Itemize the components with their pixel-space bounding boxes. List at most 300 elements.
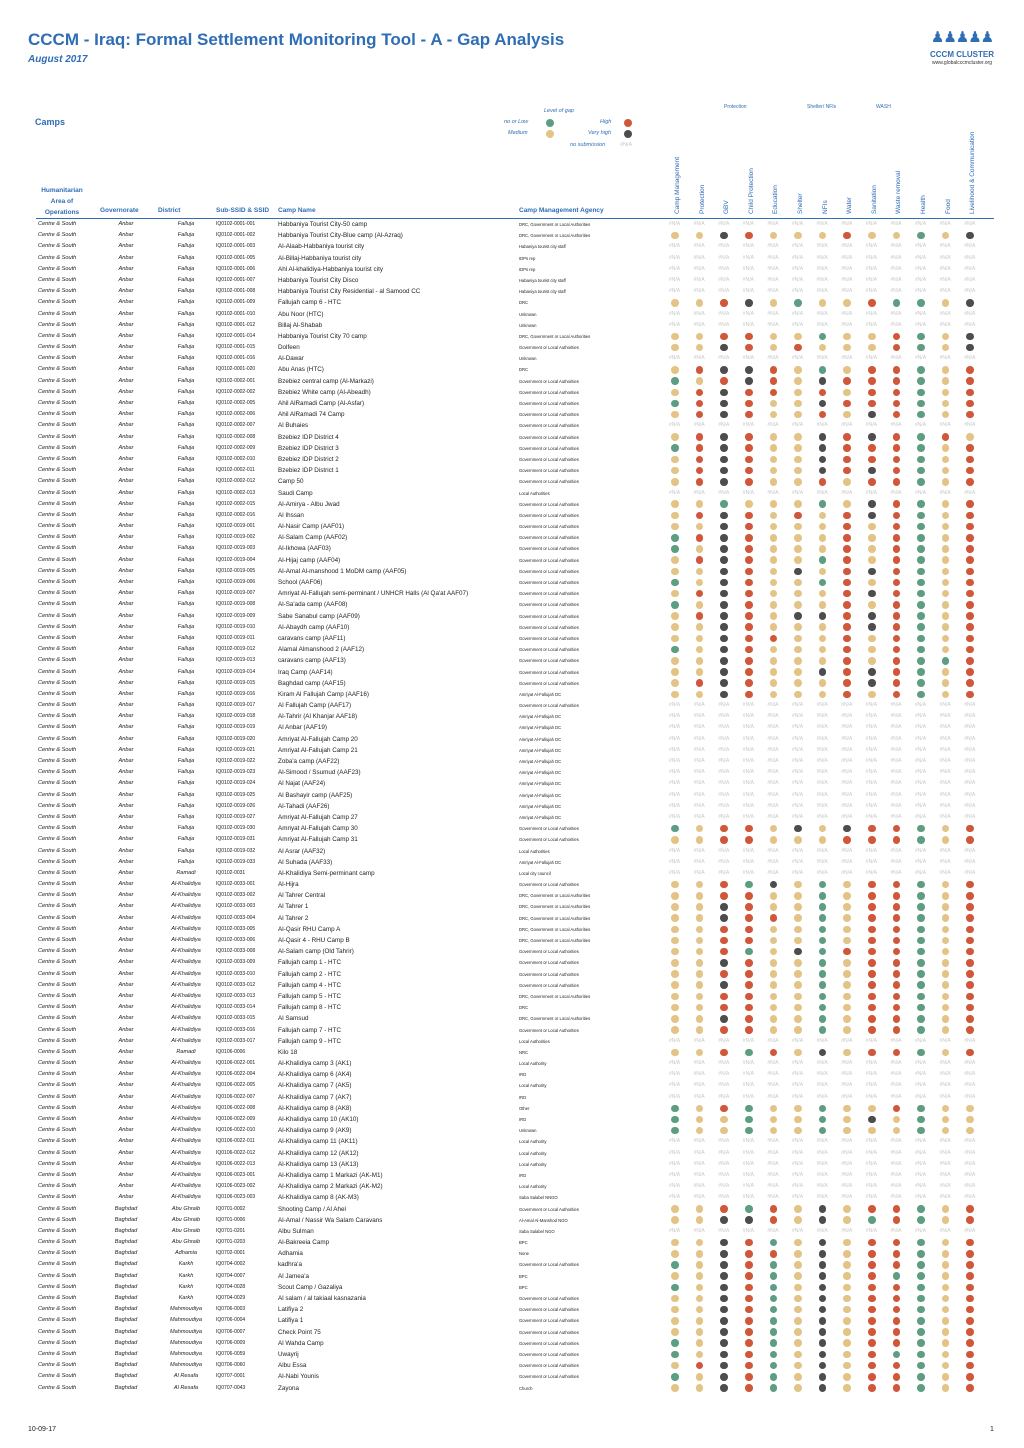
gap-level-dot bbox=[720, 914, 728, 922]
gap-level-dot bbox=[745, 1049, 753, 1057]
gap-level-dot bbox=[770, 1015, 778, 1023]
no-submission-cell: #N/A bbox=[915, 1071, 927, 1078]
ssid-cell: IQ0102-0002-006 bbox=[216, 411, 256, 418]
no-submission-cell: #N/A bbox=[693, 1138, 705, 1145]
agency-cell: IDPs rep bbox=[519, 255, 536, 261]
no-submission-cell: #N/A bbox=[841, 1194, 853, 1201]
gap-level-dot bbox=[819, 836, 827, 844]
gap-level-dot bbox=[794, 568, 802, 576]
district-cell: Al-Khalidiya bbox=[171, 1171, 201, 1178]
gap-level-dot bbox=[868, 959, 876, 967]
gap-level-dot bbox=[794, 1205, 802, 1213]
gap-level-dot bbox=[720, 1339, 728, 1347]
area-cell: Centre & South bbox=[38, 970, 77, 977]
no-submission-cell: #N/A bbox=[964, 243, 976, 250]
district-cell: Falluja bbox=[177, 467, 195, 474]
gap-level-dot bbox=[942, 1373, 950, 1381]
gap-level-dot bbox=[942, 400, 950, 408]
no-submission-cell: #N/A bbox=[718, 713, 730, 720]
gap-level-dot bbox=[794, 1284, 802, 1292]
no-submission-cell: #N/A bbox=[890, 713, 902, 720]
gap-level-dot bbox=[966, 344, 974, 352]
no-submission-cell: #N/A bbox=[890, 802, 902, 809]
gap-level-dot bbox=[770, 959, 778, 967]
no-submission-cell: #N/A bbox=[915, 713, 927, 720]
camp-name-cell: kadhra'a bbox=[278, 1261, 302, 1269]
agency-cell: BPC bbox=[519, 1273, 528, 1279]
gap-level-dot bbox=[868, 512, 876, 520]
gap-level-dot bbox=[942, 377, 950, 385]
gap-level-dot bbox=[770, 1272, 778, 1280]
gap-level-dot bbox=[671, 411, 679, 419]
gap-level-dot bbox=[966, 1015, 974, 1023]
gap-level-dot bbox=[966, 1295, 974, 1303]
gap-level-dot bbox=[868, 1127, 876, 1135]
no-submission-cell: #N/A bbox=[865, 780, 877, 787]
camp-name-cell: Al-Salam Camp (AAF02) bbox=[278, 534, 348, 542]
gap-level-dot bbox=[696, 1004, 704, 1012]
table-row bbox=[0, 1047, 1024, 1058]
no-submission-cell: #N/A bbox=[792, 1060, 804, 1067]
table-row bbox=[0, 846, 1024, 857]
governorate-cell: Baghdad bbox=[114, 1261, 138, 1268]
governorate-cell: Baghdad bbox=[114, 1328, 138, 1335]
ssid-cell: IQ0704-0029 bbox=[216, 1295, 246, 1301]
area-cell: Centre & South bbox=[38, 612, 77, 619]
gap-level-dot bbox=[720, 1250, 728, 1258]
no-submission-cell: #N/A bbox=[742, 791, 754, 798]
no-submission-cell: #N/A bbox=[792, 758, 804, 764]
gap-level-dot bbox=[745, 579, 753, 587]
no-submission-cell: #N/A bbox=[742, 1093, 754, 1100]
no-submission-cell: #N/A bbox=[816, 847, 828, 854]
no-submission-cell: #N/A bbox=[890, 847, 902, 854]
camp-name-cell: Amriyat Al-Fallujah Camp 21 bbox=[278, 746, 358, 754]
no-submission-cell: #N/A bbox=[767, 758, 779, 764]
camp-name-cell: Al-Khalidiya camp 1 Markazi (AK-M1) bbox=[278, 1171, 383, 1179]
no-submission-cell: #N/A bbox=[816, 813, 828, 820]
no-submission-cell: #N/A bbox=[890, 724, 902, 731]
district-cell: Al-Khalidiya bbox=[171, 1071, 201, 1078]
governorate-cell: Anbar bbox=[118, 713, 134, 720]
no-submission-cell: #N/A bbox=[742, 1037, 754, 1044]
agency-cell: Amriyat Al-Fallujah DC bbox=[519, 747, 562, 753]
gap-level-dot bbox=[770, 1384, 778, 1392]
agency-cell: Government or Local Authorities bbox=[519, 613, 579, 619]
no-submission-cell: #N/A bbox=[816, 1160, 828, 1167]
gap-level-dot bbox=[745, 1328, 753, 1336]
gap-level-dot bbox=[720, 344, 728, 352]
no-submission-cell: #N/A bbox=[718, 813, 730, 820]
agency-cell: DRC bbox=[519, 367, 529, 373]
gap-level-dot bbox=[966, 500, 974, 508]
table-row bbox=[0, 488, 1024, 499]
ssid-cell: IQ0102-0002-013 bbox=[216, 489, 256, 496]
no-submission-cell: #N/A bbox=[693, 847, 705, 854]
table-row bbox=[0, 476, 1024, 487]
no-submission-cell: #N/A bbox=[890, 1160, 902, 1167]
gap-level-dot bbox=[770, 1295, 778, 1303]
no-submission-cell: #N/A bbox=[718, 702, 730, 709]
governorate-cell: Anbar bbox=[118, 1171, 134, 1178]
table-row bbox=[0, 734, 1024, 745]
agency-cell: Amriyat Al-Fallujah DC bbox=[519, 770, 562, 776]
governorate-cell: Anbar bbox=[118, 310, 134, 317]
gap-level-dot bbox=[917, 668, 925, 676]
gap-level-dot bbox=[843, 601, 851, 609]
governorate-cell: Anbar bbox=[118, 679, 134, 686]
gap-level-dot bbox=[843, 881, 851, 889]
no-submission-cell: #N/A bbox=[964, 758, 976, 764]
gap-level-dot bbox=[720, 1351, 728, 1359]
gap-level-dot bbox=[696, 389, 704, 397]
area-cell: Centre & South bbox=[38, 1082, 77, 1089]
camp-name-cell: Al-Abaydh camp (AAF10) bbox=[278, 623, 350, 631]
gap-level-dot bbox=[843, 377, 851, 385]
gap-level-dot bbox=[942, 1261, 950, 1269]
no-submission-cell: #N/A bbox=[693, 422, 705, 429]
no-submission-cell: #N/A bbox=[718, 769, 730, 776]
gap-level-dot bbox=[917, 623, 925, 631]
gap-level-dot bbox=[794, 232, 802, 240]
gap-level-dot bbox=[819, 389, 827, 397]
district-cell: Abu Ghraib bbox=[171, 1239, 201, 1246]
gap-level-dot bbox=[745, 299, 753, 307]
gap-level-dot bbox=[843, 646, 851, 654]
gap-level-dot bbox=[696, 1339, 704, 1347]
cccm-logo bbox=[926, 26, 998, 78]
no-submission-cell: #N/A bbox=[939, 1194, 951, 1201]
governorate-cell: Anbar bbox=[118, 769, 134, 776]
no-submission-cell: #N/A bbox=[693, 702, 705, 709]
area-cell: Centre & South bbox=[38, 1295, 77, 1301]
no-submission-cell: #N/A bbox=[816, 276, 828, 283]
sector-header-label: Child Protection bbox=[747, 168, 755, 214]
gap-level-dot bbox=[696, 534, 704, 542]
no-submission-cell: #N/A bbox=[669, 1183, 681, 1190]
gap-level-dot bbox=[819, 1015, 827, 1023]
gap-level-dot bbox=[770, 545, 778, 553]
no-submission-cell: #N/A bbox=[792, 1093, 804, 1100]
camp-name-cell: Check Point 75 bbox=[278, 1328, 321, 1336]
gap-level-dot bbox=[917, 937, 925, 945]
ssid-cell: IQ0102-0019-007 bbox=[216, 590, 256, 597]
no-submission-cell: #N/A bbox=[669, 791, 681, 798]
district-cell: Falluja bbox=[177, 444, 195, 451]
gap-level-dot bbox=[770, 623, 778, 631]
no-submission-cell: #N/A bbox=[841, 735, 853, 742]
no-submission-cell: #N/A bbox=[718, 1149, 730, 1156]
gap-level-dot bbox=[843, 1339, 851, 1347]
no-submission-cell: #N/A bbox=[816, 1071, 828, 1078]
gap-level-dot bbox=[966, 512, 974, 520]
area-cell: Centre & South bbox=[38, 813, 77, 820]
governorate-cell: Anbar bbox=[118, 1037, 134, 1044]
table-row bbox=[0, 241, 1024, 252]
area-cell: Centre & South bbox=[38, 646, 77, 653]
district-cell: Falluja bbox=[177, 690, 195, 697]
no-submission-cell: #N/A bbox=[841, 355, 853, 362]
table-row bbox=[0, 320, 1024, 331]
governorate-cell: Anbar bbox=[118, 500, 134, 507]
district-cell: Falluja bbox=[177, 858, 195, 865]
gap-level-dot bbox=[868, 1295, 876, 1303]
no-submission-cell: #N/A bbox=[767, 254, 779, 261]
no-submission-cell: #N/A bbox=[865, 243, 877, 250]
no-submission-cell: #N/A bbox=[742, 1160, 754, 1167]
camp-name-cell: Habbaniya Tourist City-Blue camp (Al-Azraq) bbox=[278, 232, 403, 240]
table-row bbox=[0, 1371, 1024, 1382]
ssid-cell: IQ0704-0002 bbox=[216, 1261, 246, 1268]
no-submission-cell: #N/A bbox=[669, 288, 681, 295]
ssid-cell: IQ0706-0059 bbox=[216, 1350, 246, 1357]
gap-level-dot bbox=[917, 545, 925, 553]
camp-name-cell: Al Fallujah Camp (AAF17) bbox=[278, 702, 352, 710]
legend-label-no-submission: no submission bbox=[570, 142, 606, 148]
no-submission-cell: #N/A bbox=[742, 221, 754, 227]
gap-level-dot bbox=[794, 366, 802, 374]
gap-level-dot bbox=[942, 691, 950, 699]
agency-cell: Government or Local Authorities bbox=[519, 1318, 579, 1324]
no-submission-cell: #N/A bbox=[816, 254, 828, 261]
area-cell: Centre & South bbox=[38, 1272, 77, 1279]
gap-level-dot bbox=[770, 836, 778, 844]
agency-cell: Government or Local Authorities bbox=[519, 456, 579, 462]
district-cell: Al-Khalidiya bbox=[171, 1015, 201, 1022]
area-cell: Centre & South bbox=[38, 422, 77, 429]
district-cell: Al-Khalidiya bbox=[171, 1093, 201, 1100]
ssid-cell: IQ0102-0019-023 bbox=[216, 769, 256, 776]
area-cell: Centre & South bbox=[38, 690, 77, 697]
gap-level-dot bbox=[720, 556, 728, 564]
district-cell: Falluja bbox=[177, 813, 195, 820]
no-submission-cell: #N/A bbox=[865, 1149, 877, 1156]
gap-level-dot bbox=[671, 1339, 679, 1347]
no-submission-cell: #N/A bbox=[792, 1149, 804, 1156]
no-submission-cell: #N/A bbox=[816, 310, 828, 317]
gap-level-dot bbox=[770, 411, 778, 419]
agency-cell: DRC, Government or Local Authorities bbox=[519, 904, 591, 910]
table-row bbox=[0, 1080, 1024, 1091]
gap-level-dot bbox=[696, 836, 704, 844]
gap-level-dot bbox=[868, 590, 876, 598]
gap-level-dot bbox=[893, 1328, 901, 1336]
area-cell: Centre & South bbox=[38, 1250, 77, 1257]
gap-level-dot bbox=[966, 299, 974, 307]
gap-level-dot bbox=[843, 1272, 851, 1280]
gap-level-dot bbox=[794, 914, 802, 922]
gap-level-dot bbox=[794, 400, 802, 408]
gap-level-dot bbox=[696, 377, 704, 385]
no-submission-cell: #N/A bbox=[669, 735, 681, 742]
no-submission-cell: #N/A bbox=[890, 1037, 902, 1044]
ssid-cell: IQ0102-0001-008 bbox=[216, 288, 256, 295]
no-submission-cell: #N/A bbox=[816, 288, 828, 295]
no-submission-cell: #N/A bbox=[693, 802, 705, 809]
agency-cell: Amriyat Al-Fallujah DC bbox=[519, 691, 562, 697]
gap-level-dot bbox=[819, 679, 827, 687]
gap-level-dot bbox=[942, 981, 950, 989]
no-submission-cell: #N/A bbox=[964, 1171, 976, 1178]
no-submission-cell: #N/A bbox=[865, 735, 877, 742]
camp-name-cell: Al-Nabi Younis bbox=[278, 1373, 319, 1381]
camp-name-cell: Fallujah camp 4 - HTC bbox=[278, 981, 341, 989]
gap-level-dot bbox=[720, 668, 728, 676]
no-submission-cell: #N/A bbox=[742, 1071, 754, 1078]
ssid-cell: IQ0102-0001-005 bbox=[216, 254, 256, 261]
no-submission-cell: #N/A bbox=[742, 813, 754, 820]
no-submission-cell: #N/A bbox=[841, 321, 853, 328]
gap-level-dot bbox=[745, 444, 753, 452]
governorate-cell: Anbar bbox=[118, 1127, 134, 1134]
gap-level-dot bbox=[893, 646, 901, 654]
gap-level-dot bbox=[868, 825, 876, 833]
sector-header-label: Water bbox=[846, 196, 854, 214]
gap-level-dot bbox=[794, 389, 802, 397]
gap-level-dot bbox=[770, 1026, 778, 1034]
gap-level-dot bbox=[868, 914, 876, 922]
no-submission-cell: #N/A bbox=[964, 265, 976, 272]
no-submission-cell: #N/A bbox=[792, 1227, 804, 1234]
no-submission-cell: #N/A bbox=[964, 1060, 976, 1067]
gap-level-dot bbox=[917, 903, 925, 911]
gap-level-dot bbox=[819, 1026, 827, 1034]
no-submission-cell: #N/A bbox=[865, 858, 877, 865]
gap-level-dot bbox=[942, 1351, 950, 1359]
gap-level-dot bbox=[893, 612, 901, 620]
gap-level-dot bbox=[671, 534, 679, 542]
no-submission-cell: #N/A bbox=[792, 1138, 804, 1145]
gap-level-dot bbox=[696, 612, 704, 620]
gap-level-dot bbox=[942, 389, 950, 397]
table-row bbox=[0, 957, 1024, 968]
table-row bbox=[0, 678, 1024, 689]
gap-level-dot bbox=[720, 1205, 728, 1213]
gap-level-dot bbox=[819, 590, 827, 598]
gap-level-dot bbox=[720, 1362, 728, 1370]
no-submission-cell: #N/A bbox=[939, 221, 951, 227]
governorate-cell: Anbar bbox=[118, 388, 134, 395]
no-submission-cell: #N/A bbox=[816, 869, 828, 876]
agency-cell: Local city council bbox=[519, 870, 551, 876]
gap-level-dot bbox=[696, 1116, 704, 1124]
no-submission-cell: #N/A bbox=[693, 1037, 705, 1044]
no-submission-cell: #N/A bbox=[816, 713, 828, 720]
no-submission-cell: #N/A bbox=[693, 1194, 705, 1201]
governorate-cell: Baghdad bbox=[114, 1205, 138, 1212]
gap-level-dot bbox=[794, 1295, 802, 1303]
gap-level-dot bbox=[819, 601, 827, 609]
gap-level-dot bbox=[917, 892, 925, 900]
no-submission-cell: #N/A bbox=[816, 321, 828, 328]
gap-level-dot bbox=[696, 545, 704, 553]
no-submission-cell: #N/A bbox=[890, 746, 902, 753]
no-submission-cell: #N/A bbox=[767, 1183, 779, 1190]
gap-level-dot bbox=[720, 635, 728, 643]
gap-level-dot bbox=[794, 545, 802, 553]
ssid-cell: IQ0102-0002-009 bbox=[216, 444, 256, 451]
camp-name-cell: Latifiya 1 bbox=[278, 1317, 304, 1325]
gap-level-dot bbox=[966, 1250, 974, 1258]
no-submission-cell: #N/A bbox=[767, 310, 779, 317]
no-submission-cell: #N/A bbox=[890, 1227, 902, 1234]
no-submission-cell: #N/A bbox=[964, 254, 976, 261]
gap-level-dot bbox=[720, 993, 728, 1001]
no-submission-cell: #N/A bbox=[865, 758, 877, 764]
no-submission-cell: #N/A bbox=[742, 735, 754, 742]
gap-level-dot bbox=[893, 881, 901, 889]
gap-level-dot bbox=[745, 512, 753, 520]
gap-level-dot bbox=[745, 1250, 753, 1258]
agency-cell: Habaniya tourist city staff bbox=[519, 277, 566, 283]
area-cell: Centre & South bbox=[38, 1127, 77, 1134]
district-cell: Al-Khalidiya bbox=[171, 1116, 201, 1122]
gap-level-dot bbox=[671, 1205, 679, 1213]
gap-level-dot bbox=[942, 623, 950, 631]
no-submission-cell: #N/A bbox=[742, 489, 754, 496]
district-cell: Al-Khalidiya bbox=[171, 1194, 201, 1201]
gap-level-dot bbox=[819, 1004, 827, 1012]
gap-level-dot bbox=[770, 366, 778, 374]
area-cell: Centre & South bbox=[38, 265, 77, 272]
no-submission-cell: #N/A bbox=[792, 791, 804, 798]
no-submission-cell: #N/A bbox=[841, 1138, 853, 1145]
no-submission-cell: #N/A bbox=[841, 813, 853, 820]
gap-level-dot bbox=[917, 512, 925, 520]
no-submission-cell: #N/A bbox=[718, 735, 730, 742]
gap-level-dot bbox=[720, 545, 728, 553]
camp-name-cell: Al Ihssan bbox=[278, 511, 304, 519]
gap-level-dot bbox=[770, 534, 778, 542]
no-submission-cell: #N/A bbox=[767, 1160, 779, 1167]
gap-level-dot bbox=[917, 590, 925, 598]
gap-level-dot bbox=[942, 646, 950, 654]
no-submission-cell: #N/A bbox=[964, 735, 976, 742]
gap-level-dot bbox=[893, 1127, 901, 1135]
gap-level-dot bbox=[843, 456, 851, 464]
agency-cell: Government or Local Authorities bbox=[519, 1027, 579, 1033]
no-submission-cell: #N/A bbox=[841, 243, 853, 250]
no-submission-cell: #N/A bbox=[865, 1194, 877, 1201]
ssid-cell: IQ0102-0019-001 bbox=[216, 523, 256, 530]
gap-level-dot bbox=[917, 478, 925, 486]
ssid-cell: IQ0102-0019-024 bbox=[216, 780, 256, 787]
no-submission-cell: #N/A bbox=[915, 1138, 927, 1145]
gap-level-dot bbox=[843, 937, 851, 945]
gap-level-dot bbox=[671, 825, 679, 833]
gap-level-dot bbox=[868, 478, 876, 486]
gap-level-dot bbox=[893, 668, 901, 676]
governorate-cell: Baghdad bbox=[114, 1362, 138, 1369]
camp-name-cell: Al-Khalidiya camp 3 (AK1) bbox=[278, 1060, 352, 1068]
no-submission-cell: #N/A bbox=[767, 1138, 779, 1145]
gap-level-dot bbox=[868, 467, 876, 475]
gap-level-dot bbox=[770, 1105, 778, 1113]
district-cell: Al Resafa bbox=[173, 1373, 199, 1380]
camp-name-cell: School (AAF06) bbox=[278, 579, 323, 586]
gap-level-dot bbox=[794, 1362, 802, 1370]
gap-level-dot bbox=[966, 1351, 974, 1359]
gap-level-dot bbox=[966, 1328, 974, 1336]
ssid-cell: IQ0106-0022-007 bbox=[216, 1093, 256, 1100]
no-submission-cell: #N/A bbox=[767, 1093, 779, 1100]
no-submission-cell: #N/A bbox=[742, 422, 754, 429]
area-cell: Centre & South bbox=[38, 232, 77, 239]
gap-level-dot bbox=[942, 478, 950, 486]
camp-name-cell: Fallujah camp 7 - HTC bbox=[278, 1026, 341, 1034]
gap-level-dot bbox=[893, 1239, 901, 1247]
gap-level-dot bbox=[770, 993, 778, 1001]
